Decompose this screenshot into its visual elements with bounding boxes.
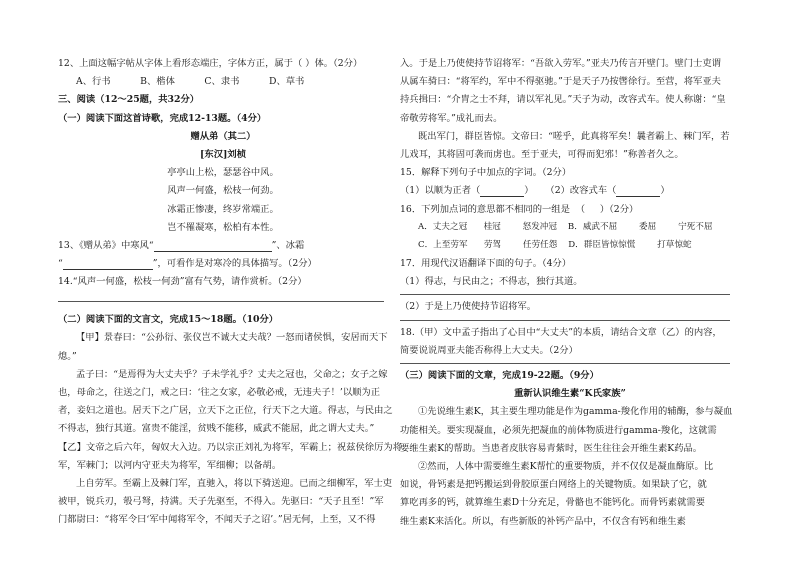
article-title: 重新认识维生素“K氏家族” [514,388,626,400]
q15-item-2: ） （2）改容式车（ [524,185,617,197]
text-mengzi-3: 者，妾妇之道也。居天下之广居，立天下之正位，行天下之大道。得志，与民由之 [58,405,393,417]
text-jia-2: 熄。” [58,350,77,362]
para-1-line-2: 功能相关。要实现凝血，必须先把凝血的前体物质进行gamma-羧化，这就需 [400,424,717,436]
para-2-line-4: 维生素K来活化。所以，有些新版的补钙产品中，不仅含有钙和维生素 [400,515,686,527]
text-mengzi-2: 也，母命之，往送之门，戒之曰：‘往之女家，必敬必戒，无违夫子！’以顺为正 [58,387,381,398]
answer-line-14[interactable] [58,301,384,302]
poem-line-4: 岂不罹凝寒，松柏有本性。 [167,221,279,233]
q15-item-1: （1）以顺为正者（ [400,185,481,197]
para-1-line-3: 要维生素K的帮助。当患者皮肤容易青紫时，医生往往会开维生素K药品。 [400,442,703,454]
question-13-text-a: 13、《赠从弟》中寒风“ [58,239,154,251]
text-yi-5: 门都尉曰：“将军令曰‘军中闻将军令，不闻天子之诏’。”居无何，上至，又不得 [58,514,376,526]
question-17-1: （1）得志，与民由之；不得志，独行其道。 [400,276,583,288]
poem-line-3: 冰霜正惨凄，终岁常端正。 [167,203,279,215]
text-cont-6: 儿戏耳，其将固可袭而虏也。至于亚夫，可得而犯邪！”称善者久之。 [400,148,684,160]
left-column [58,58,402,533]
answer-line-17-1[interactable] [400,294,730,295]
text-mengzi-1: 孟子曰：“是焉得为大丈夫乎？子未学礼乎？丈夫之冠也，父命之；女子之嫁 [76,368,388,380]
section-3-heading: 三、阅读（12～25题，共32分） [58,94,200,106]
text-cont-1: 入。于是上乃使使持节诏将军：“吾欲入劳军。”亚夫乃传言开壁门。壁门士吏谓 [400,58,721,69]
question-15-items [400,185,740,198]
question-14: 14.“风声一何盛，松枝一何劲”富有气势，请作赏析。（2分） [58,276,307,288]
question-13-line-2 [58,258,388,271]
poem-title: 赠从弟（其二） [190,130,256,142]
text-yi-4: 被甲，锐兵刃，彀弓弩，持满。天子先驱至，不得入。先驱曰：“天子且至！”军 [58,496,384,508]
answer-blank-13a[interactable] [154,241,272,252]
part-2-heading: （二）阅读下面的文言文，完成15～18题。（10分） [58,314,279,326]
question-13-text-c: “ [58,258,63,270]
para-2-line-2: 如说，骨钙素是把钙搬运到骨胶原蛋白网络上的关键物质。如果缺了它，就 [400,479,707,491]
question-16-options-cd: C．上至劳军 劳驾 任劳任怨 D．群臣皆惊惊慌 打草惊蛇 [418,239,692,250]
answer-line-17-2[interactable] [400,320,730,321]
text-yi-1: 【乙】文帝之后六年，匈奴大入边。乃以宗正刘礼为将军，军霸上；祝兹侯徐厉为将 [58,441,402,453]
para-1-line-1: ①先说维生素K，其主要生理功能是作为gamma-羧化作用的辅酶，参与凝血 [418,406,733,418]
answer-blank-15-1[interactable] [480,186,524,197]
part-3-heading: （三）阅读下面的文章，完成19-22题。（9分） [400,370,599,381]
text-yi-2: 军，军棘门；以河内守亚夫为将军，军细柳；以备胡。 [58,459,282,471]
question-12-options: A、行书 B、楷体 C、隶书 D、草书 [76,76,305,88]
answer-blank-13b[interactable] [63,259,153,270]
answer-blank-15-2[interactable] [616,186,660,197]
question-17: 17．用现代汉语翻译下面的句子。（4分） [400,258,572,270]
para-2-line-1: ②然而，人体中需要维生素K帮忙的重要物质，并不仅仅是凝血酶原。比 [418,460,714,472]
question-13-line-1 [58,240,388,253]
poem-line-2: 风声一何盛，松枝一何劲。 [167,185,279,197]
text-cont-4: 帝敬劳将军。”成礼而去。 [400,112,503,124]
text-mengzi-4: 不得志，独行其道。富贵不能淫，贫贱不能移，威武不能屈，此之谓大丈夫。” [58,423,375,435]
para-2-line-3: 算吃再多的钙，就算维生素D十分充足，骨骼也不能钙化。而骨钙素就需要 [400,497,705,509]
question-16-options-ab: A．丈夫之冠 桂冠 怒发冲冠 B．威武不屈 委屈 宁死不屈 [418,221,713,232]
part-1-heading: （一）阅读下面这首诗歌，完成12-13题。（4分） [58,112,267,124]
question-13-text-d: ”，可看作是对寒冷的具体描写。（2分） [152,258,317,270]
text-cont-5: 既出军门，群臣皆惊。文帝曰：“嗟乎，此真将军矣！曩者霸上、棘门军，若 [418,130,730,142]
right-column [400,58,740,534]
text-cont-2: 从属车骑曰：“将军约，军中不得驱驰。”于是天子乃按辔徐行。至营，将军亚夫 [400,76,721,88]
answer-line-18[interactable] [400,363,730,364]
text-cont-3: 持兵揖曰：“介胄之士不拜，请以军礼见。”天子为动，改容式车。使人称谢：“皇 [400,94,726,106]
question-17-2: （2）于是上乃使使持节诏将军。 [400,301,537,313]
question-18-line-2: 简要说说周亚夫能否称得上大丈夫。（2分） [400,344,578,356]
poem-author: [东汉]刘桢 [200,148,246,160]
question-18-line-1: 18.（甲）文中孟子指出了心目中“大丈夫”的本质，请结合文章（乙）的内容， [400,326,722,338]
question-13-text-b: ”、冰霜 [271,239,305,251]
q15-item-3: ） [660,185,670,197]
question-15: 15．解释下列句子中加点的字词。（2分） [400,167,572,179]
question-16: 16．下列加点词的意思都不相同的一组是 （ ）（2分） [400,203,639,215]
poem-line-1: 亭亭山上松，瑟瑟谷中风。 [167,167,279,179]
text-jia-1: 【甲】景春曰：“公孙衍、张仪岂不诚大丈夫哉？一怒而诸侯惧，安居而天下 [76,332,388,344]
question-12: 12、上面这幅字帖从字体上看形态端庄，字体方正，属于（ ）体。（2分） [58,58,363,69]
text-yi-3: 上自劳军。至霸上及棘门军，直驰入，将以下骑送迎。已而之细柳军，军士吏 [76,477,393,489]
